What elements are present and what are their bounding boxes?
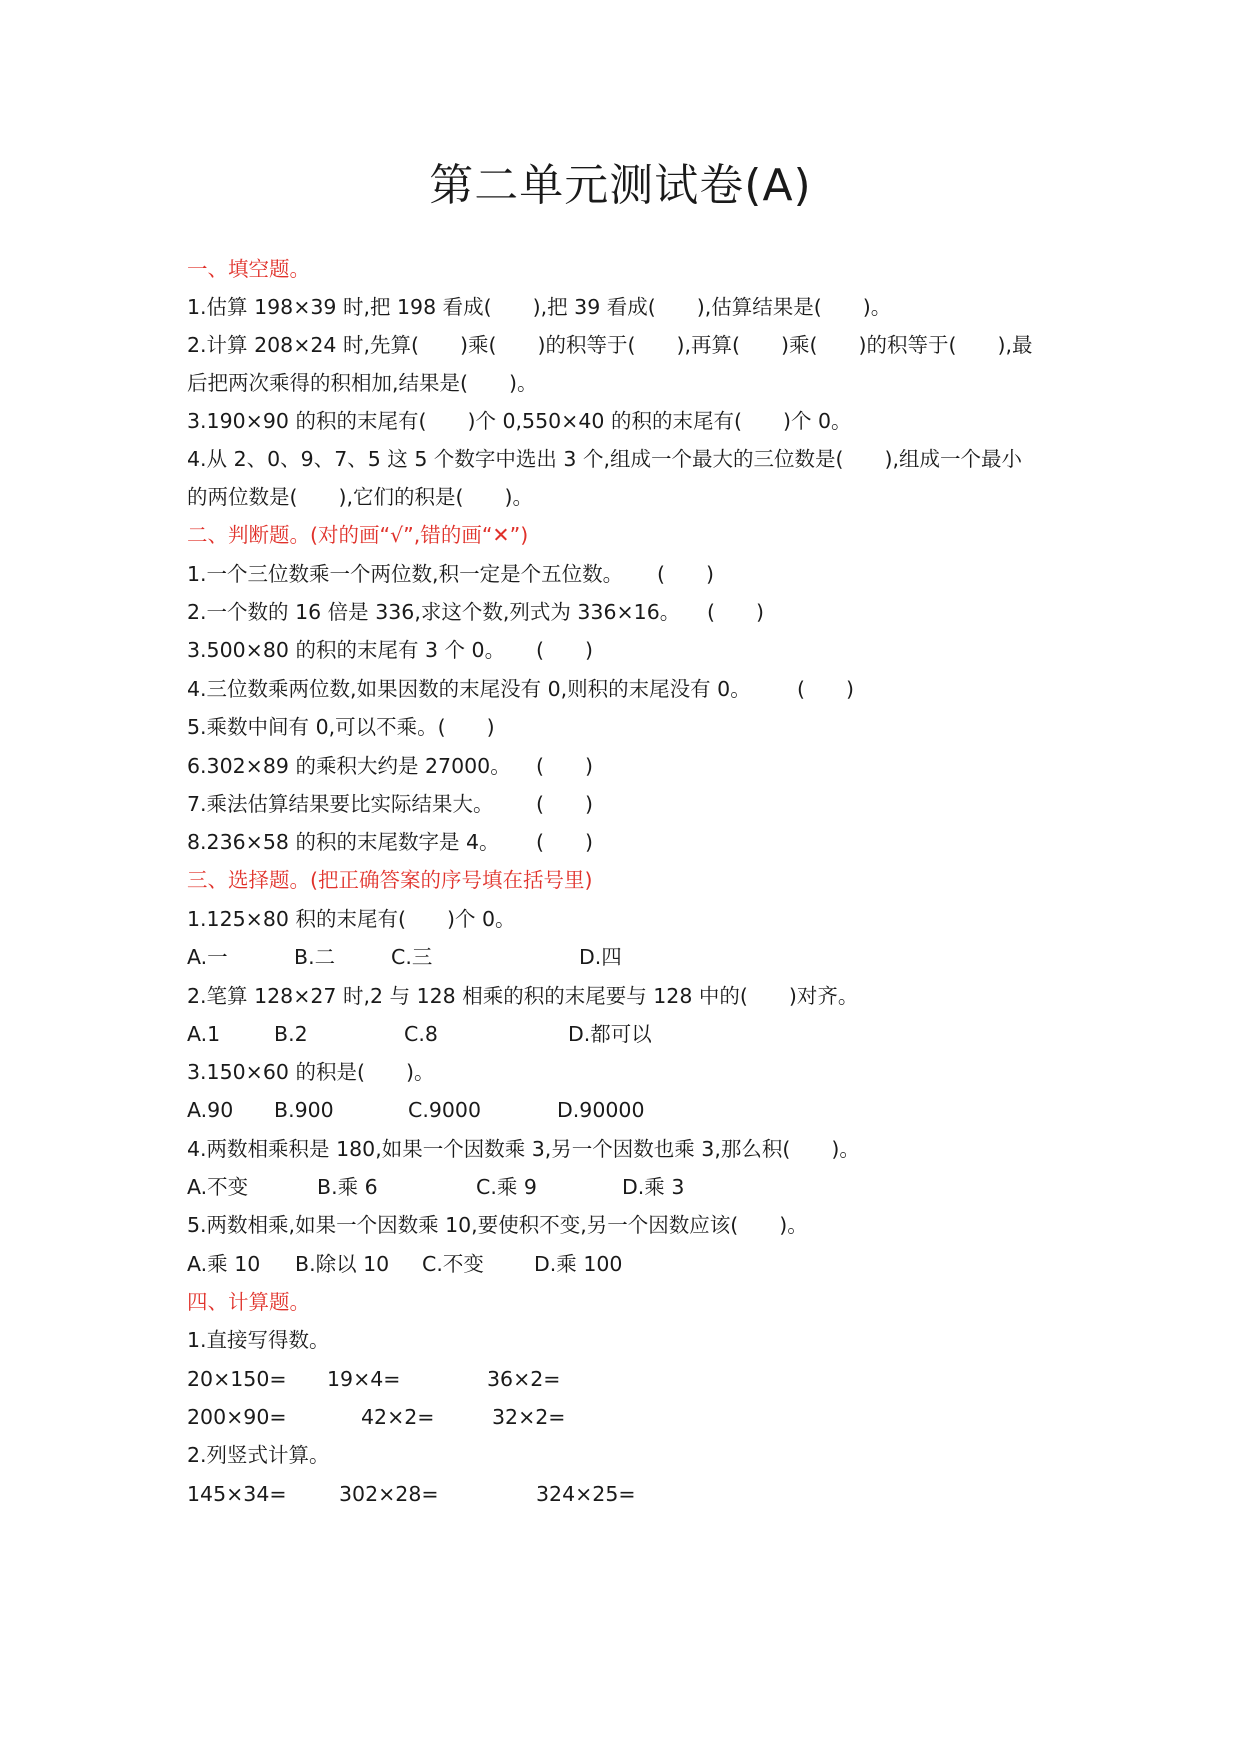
section-heading-true-false: 二、判断题。(对的画“√”,错的画“✕”) — [187, 523, 529, 547]
fill-blank-q4-line1: 4.从 2、0、9、7、5 这 5 个数字中选出 3 个,组成一个最大的三位数是( ),组成一个最小 — [187, 447, 1022, 471]
answer-bracket: ( ) — [657, 562, 714, 586]
option-d: D.都可以 — [568, 1022, 652, 1046]
item-text: 4.三位数乘两位数,如果因数的末尾没有 0,则积的末尾没有 0。 — [187, 677, 751, 701]
option-a: A.乘 10 — [187, 1252, 261, 1276]
calc-row — [187, 1480, 636, 1592]
section-heading-fill-blank: 一、填空题。 — [187, 257, 310, 281]
answer-bracket: ( ) — [536, 792, 593, 816]
calc-problem: 324×25= — [536, 1482, 636, 1506]
answer-bracket: ( ) — [536, 830, 593, 854]
option-c: C.三 — [391, 945, 433, 969]
fill-blank-q2-line2: 后把两次乘得的积相加,结果是( )。 — [187, 371, 538, 395]
option-d: D.乘 100 — [534, 1252, 623, 1276]
calc-sub-heading-direct: 1.直接写得数。 — [187, 1328, 330, 1352]
item-text: 5.乘数中间有 0,可以不乘。( ) — [187, 715, 495, 739]
option-d: D.四 — [579, 945, 622, 969]
option-a: A.不变 — [187, 1175, 249, 1199]
option-b: B.除以 10 — [295, 1252, 390, 1276]
calc-problem: 36×2= — [487, 1367, 561, 1391]
answer-bracket: ( ) — [707, 600, 764, 624]
fill-blank-q2-line1: 2.计算 208×24 时,先算( )乘( )的积等于( ),再算( )乘( )的积等于( ),最 — [187, 333, 1033, 357]
choice-question: 4.两数相乘积是 180,如果一个因数乘 3,另一个因数也乘 3,那么积( )。 — [187, 1137, 860, 1161]
option-a: A.1 — [187, 1022, 221, 1046]
item-text: 3.500×80 的积的末尾有 3 个 0。 — [187, 638, 506, 662]
choice-question: 2.笔算 128×27 时,2 与 128 相乘的积的末尾要与 128 中的( )对齐。 — [187, 984, 859, 1008]
fill-blank-q3: 3.190×90 的积的末尾有( )个 0,550×40 的积的末尾有( )个 0。 — [187, 409, 852, 433]
option-d: D.乘 3 — [622, 1175, 685, 1199]
item-text: 2.一个数的 16 倍是 336,求这个数,列式为 336×16。 — [187, 600, 681, 624]
option-d: D.90000 — [557, 1098, 645, 1122]
fill-blank-q1: 1.估算 198×39 时,把 198 看成( ),把 39 看成( ),估算结果是( )。 — [187, 295, 892, 319]
calc-problem: 20×150= — [187, 1367, 287, 1391]
item-text: 1.一个三位数乘一个两位数,积一定是个五位数。 — [187, 562, 624, 586]
calc-problem: 200×90= — [187, 1405, 287, 1429]
item-text: 6.302×89 的乘积大约是 27000。 — [187, 754, 511, 778]
option-c: C.乘 9 — [476, 1175, 537, 1199]
answer-bracket: ( ) — [536, 638, 593, 662]
option-c: C.8 — [404, 1022, 438, 1046]
item-text: 7.乘法估算结果要比实际结果大。 — [187, 792, 494, 816]
answer-bracket: ( ) — [536, 754, 593, 778]
option-a: A.90 — [187, 1098, 234, 1122]
option-c: C.不变 — [422, 1252, 484, 1276]
option-c: C.9000 — [408, 1098, 482, 1122]
choice-question: 1.125×80 积的末尾有( )个 0。 — [187, 907, 516, 931]
calc-problem: 302×28= — [339, 1482, 439, 1506]
answer-bracket: ( ) — [797, 677, 854, 701]
option-b: B.乘 6 — [317, 1175, 378, 1199]
section-heading-multiple-choice: 三、选择题。(把正确答案的序号填在括号里) — [187, 868, 593, 892]
calc-problem: 32×2= — [492, 1405, 566, 1429]
calc-problem: 42×2= — [361, 1405, 435, 1429]
item-text: 8.236×58 的积的末尾数字是 4。 — [187, 830, 500, 854]
page-title: 第二单元测试卷(A) — [429, 160, 812, 211]
choice-question: 3.150×60 的积是( )。 — [187, 1060, 435, 1084]
option-b: B.二 — [294, 945, 336, 969]
calc-problem: 19×4= — [327, 1367, 401, 1391]
calc-problem: 145×34= — [187, 1482, 287, 1506]
section-heading-calculation: 四、计算题。 — [187, 1290, 310, 1314]
calc-sub-heading-vertical: 2.列竖式计算。 — [187, 1443, 330, 1467]
option-a: A.一 — [187, 945, 228, 969]
option-b: B.2 — [274, 1022, 308, 1046]
option-b: B.900 — [274, 1098, 334, 1122]
fill-blank-q4-line2: 的两位数是( ),它们的积是( )。 — [187, 485, 534, 509]
choice-question: 5.两数相乘,如果一个因数乘 10,要使积不变,另一个因数应该( )。 — [187, 1213, 808, 1237]
